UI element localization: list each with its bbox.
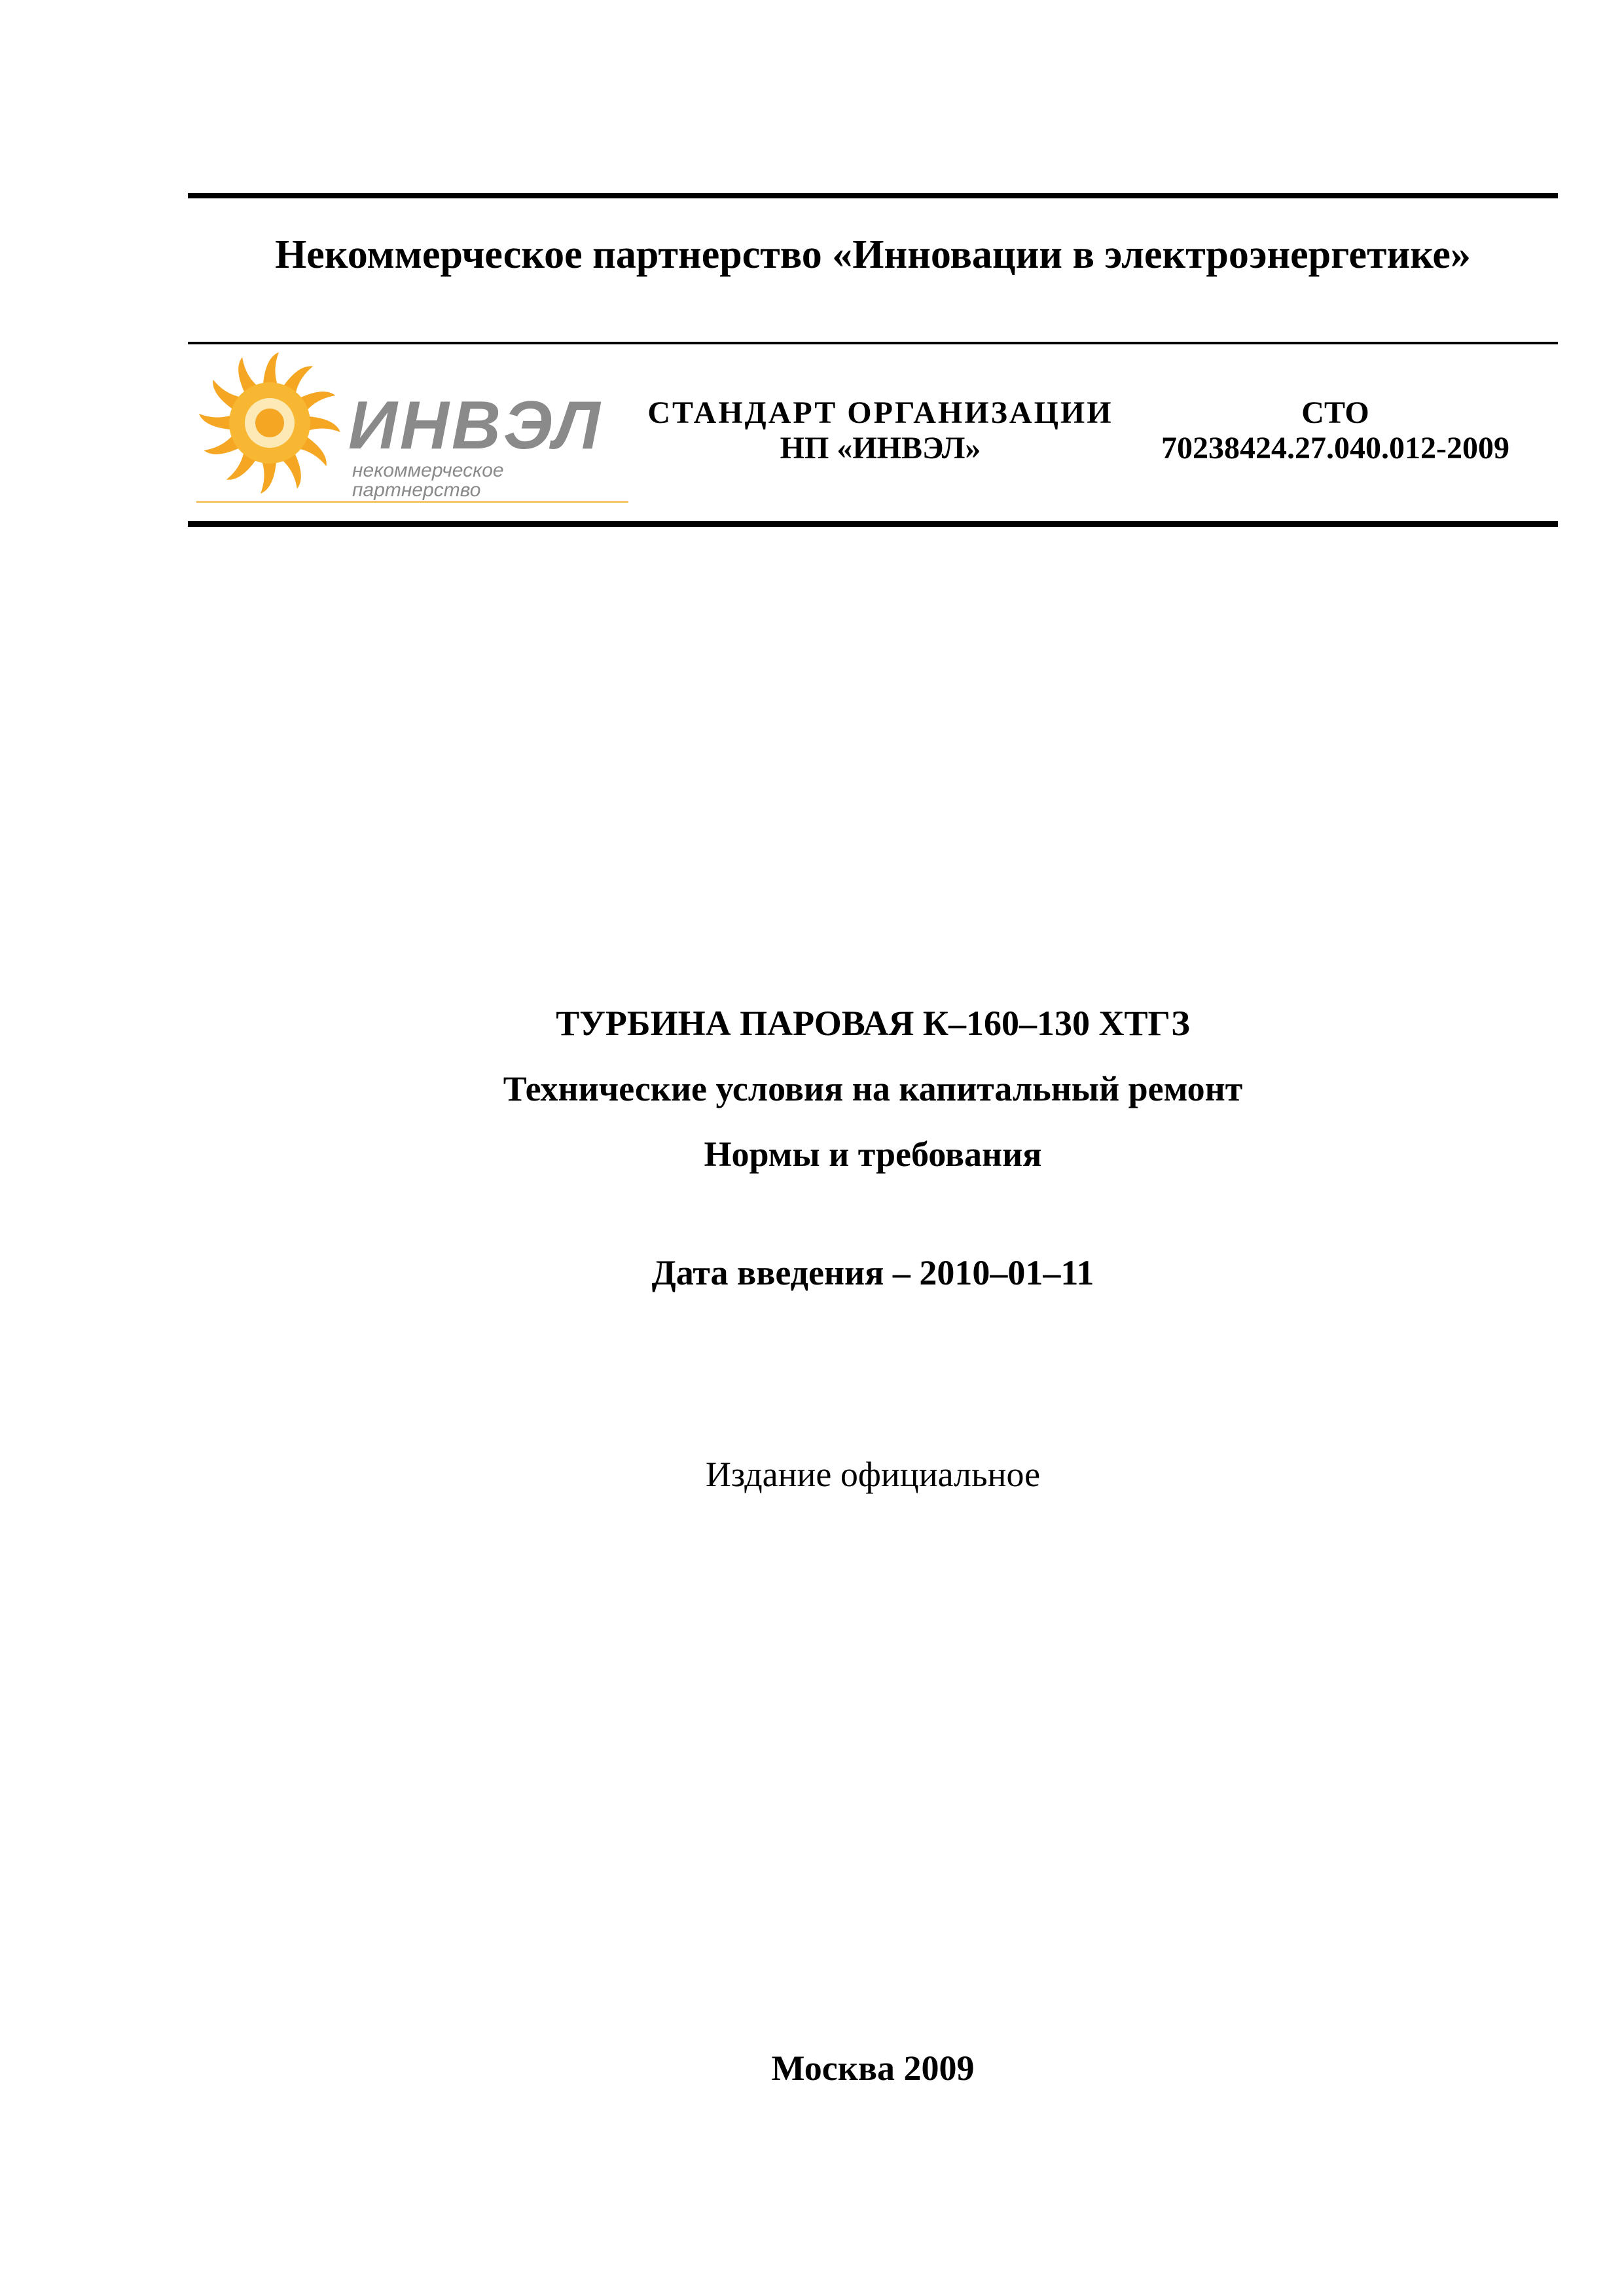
introduction-date: Дата введения – 2010–01–11 [651,1253,1094,1292]
standard-line-2: НП «ИНВЭЛ» [780,430,981,465]
logo-subtitle: некоммерческое партнерство [352,460,504,501]
edition-label: Издание официальное [705,1455,1041,1494]
sun-logo-icon [196,352,347,503]
designation-number: 70238424.27.040.012-2009 [1161,430,1509,465]
document-subtitle: Технические условия на капитальный ремонт [503,1069,1243,1108]
document-subtitle-2: Нормы и требования [704,1135,1042,1174]
invel-logo [196,352,635,509]
top-rule [188,193,1558,198]
organization-standard-label [645,395,1116,466]
designation-prefix: СТО [1301,395,1369,430]
middle-rule [188,342,1558,344]
logo-wordmark: ИНВЭЛ [348,388,603,464]
standard-designation [1139,395,1532,466]
logo-underline [196,501,628,503]
standard-line-1: СТАНДАРТ ОРГАНИЗАЦИИ [647,395,1113,430]
document-title: ТУРБИНА ПАРОВАЯ К–160–130 ХТГЗ [556,1004,1190,1043]
bottom-rule [188,521,1558,527]
organization-title: Некоммерческое партнерство «Инновации в электроэнергетике» [275,232,1471,277]
city-year: Москва 2009 [771,2049,975,2088]
document-title-block [188,991,1558,1187]
